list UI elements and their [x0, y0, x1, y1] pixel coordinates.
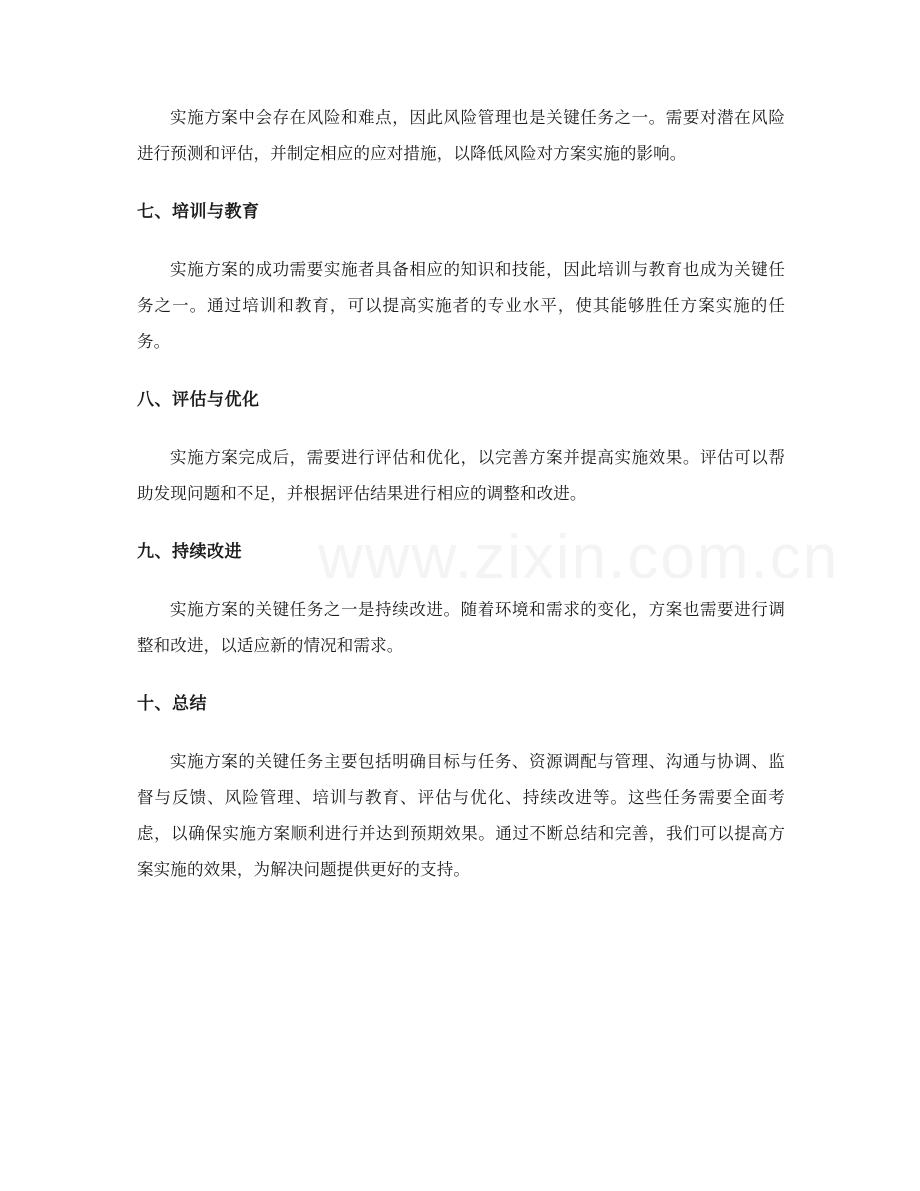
section-body-evaluation: 实施方案完成后，需要进行评估和优化，以完善方案并提高实施效果。评估可以帮助发现问题和不足，并根据评估结果进行相应的调整和改进。 [137, 448, 785, 503]
section-body-summary: 实施方案的关键任务主要包括明确目标与任务、资源调配与管理、沟通与协调、监督与反馈、风险管理、培训与教育、评估与优化、持续改进等。这些任务需要全面考虑，以确保实施方案顺利进行并达到预期效果。通过不断总结和完善，我们可以提高方案实施的效果，为解决问题提供更好的支持。 [137, 752, 785, 879]
section-heading-evaluation: 八、评估与优化 [137, 390, 260, 410]
section-heading-summary: 十、总结 [137, 694, 207, 714]
section-heading-training: 七、培训与教育 [137, 202, 260, 222]
section-heading-improvement: 九、持续改进 [137, 542, 242, 562]
intro-paragraph: 实施方案中会存在风险和难点，因此风险管理也是关键任务之一。需要对潜在风险进行预测和评估，并制定相应的应对措施，以降低风险对方案实施的影响。 [137, 108, 785, 163]
watermark: www.zixin.com.cn [318, 523, 840, 592]
section-body-improvement: 实施方案的关键任务之一是持续改进。随着环境和需求的变化，方案也需要进行调整和改进，以适应新的情况和需求。 [137, 600, 785, 655]
document-page [137, 100, 785, 888]
section-body-training: 实施方案的成功需要实施者具备相应的知识和技能，因此培训与教育也成为关键任务之一。通过培训和教育，可以提高实施者的专业水平，使其能够胜任方案实施的任务。 [137, 260, 785, 351]
